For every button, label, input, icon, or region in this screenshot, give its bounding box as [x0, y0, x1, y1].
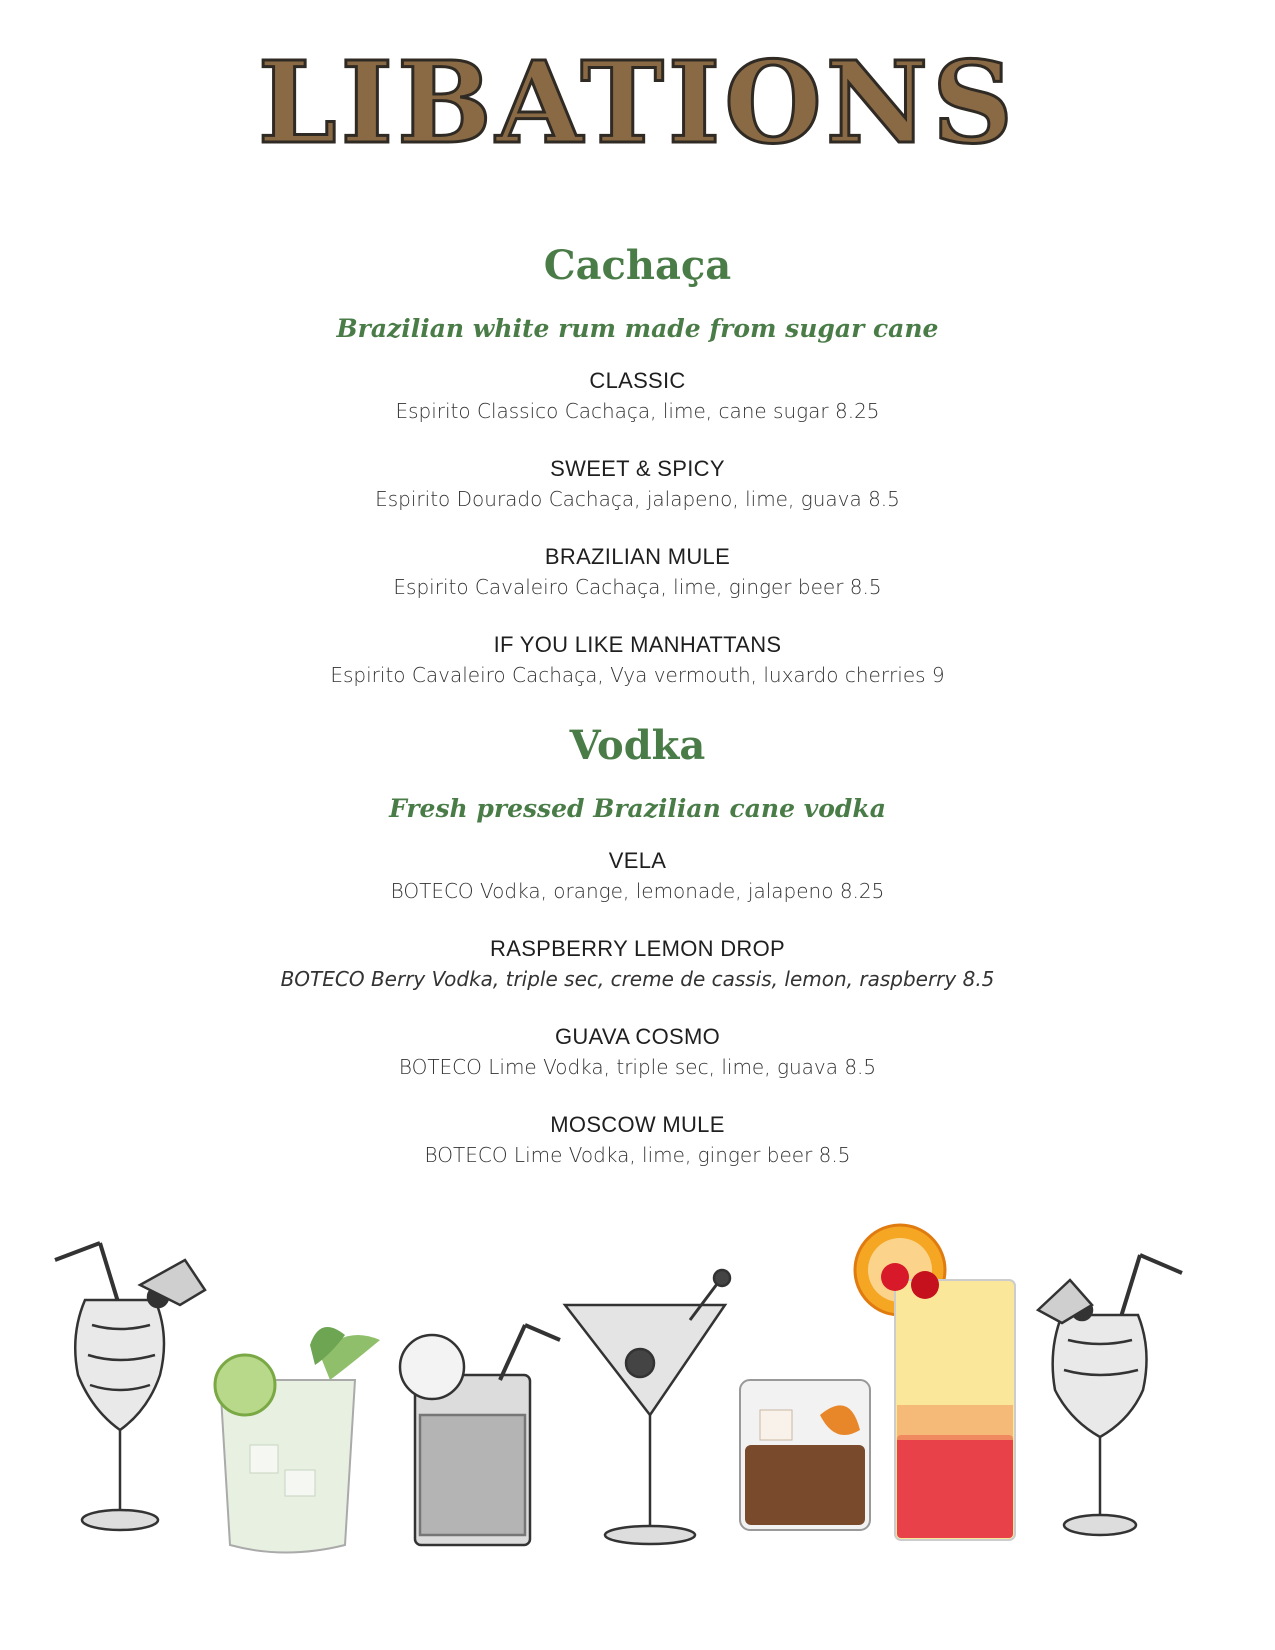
section-title: Vodka: [569, 722, 706, 769]
menu-item: [0, 630, 1275, 690]
item-description: Espirito Cavaleiro Cachaça, Vya vermouth, luxardo cherries 9: [330, 663, 945, 687]
item-name: VELA: [608, 848, 667, 873]
item-description: BOTECO Lime Vodka, lime, ginger beer 8.5: [424, 1143, 851, 1167]
tequila-sunrise-glass-icon: [855, 1225, 1015, 1540]
hurricane-glass-icon: [1038, 1255, 1182, 1535]
menu-item: [0, 454, 1275, 514]
item-name: CLASSIC: [589, 368, 686, 393]
menu-header: [0, 38, 1275, 169]
menu-item: [0, 1022, 1275, 1082]
item-name: BRAZILIAN MULE: [544, 544, 731, 569]
item-description: BOTECO Lime Vodka, triple sec, lime, guava 8.5: [398, 1055, 877, 1079]
item-name: RASPBERRY LEMON DROP: [490, 936, 785, 961]
section-vodka: [0, 718, 1275, 1170]
item-name: GUAVA COSMO: [554, 1024, 721, 1049]
item-description: Espirito Cavaleiro Cachaça, lime, ginger beer 8.5: [393, 575, 882, 599]
section-title: Cachaça: [543, 242, 732, 289]
menu-item: [0, 366, 1275, 426]
cocktail-illustration: [0, 1215, 1275, 1650]
menu-item: [0, 1110, 1275, 1170]
hurricane-glass-icon: [55, 1243, 205, 1530]
menu-body: [0, 238, 1275, 1198]
martini-glass-icon: [565, 1270, 730, 1544]
page-title: LIBATIONS: [257, 38, 1018, 169]
section-cachaca: [0, 238, 1275, 690]
item-description: BOTECO Vodka, orange, lemonade, jalapeno 8.25: [390, 879, 885, 903]
section-subtitle: Brazilian white rum made from sugar cane: [336, 314, 939, 343]
item-name: IF YOU LIKE MANHATTANS: [493, 632, 782, 657]
highball-glass-icon: [400, 1325, 560, 1545]
mojito-glass-icon: [215, 1327, 380, 1553]
section-subtitle: Fresh pressed Brazilian cane vodka: [389, 794, 886, 823]
item-description: BOTECO Berry Vodka, triple sec, creme de cassis, lemon, raspberry 8.5: [280, 967, 995, 991]
menu-item: [0, 846, 1275, 906]
item-name: MOSCOW MULE: [550, 1112, 725, 1137]
menu-item: [0, 542, 1275, 602]
item-description: Espirito Dourado Cachaça, jalapeno, lime, guava 8.5: [375, 487, 900, 511]
item-description: Espirito Classico Cachaça, lime, cane sugar 8.25: [395, 399, 880, 423]
menu-item: [0, 934, 1275, 994]
item-name: SWEET & SPICY: [550, 456, 725, 481]
rocks-glass-icon: [740, 1380, 870, 1530]
